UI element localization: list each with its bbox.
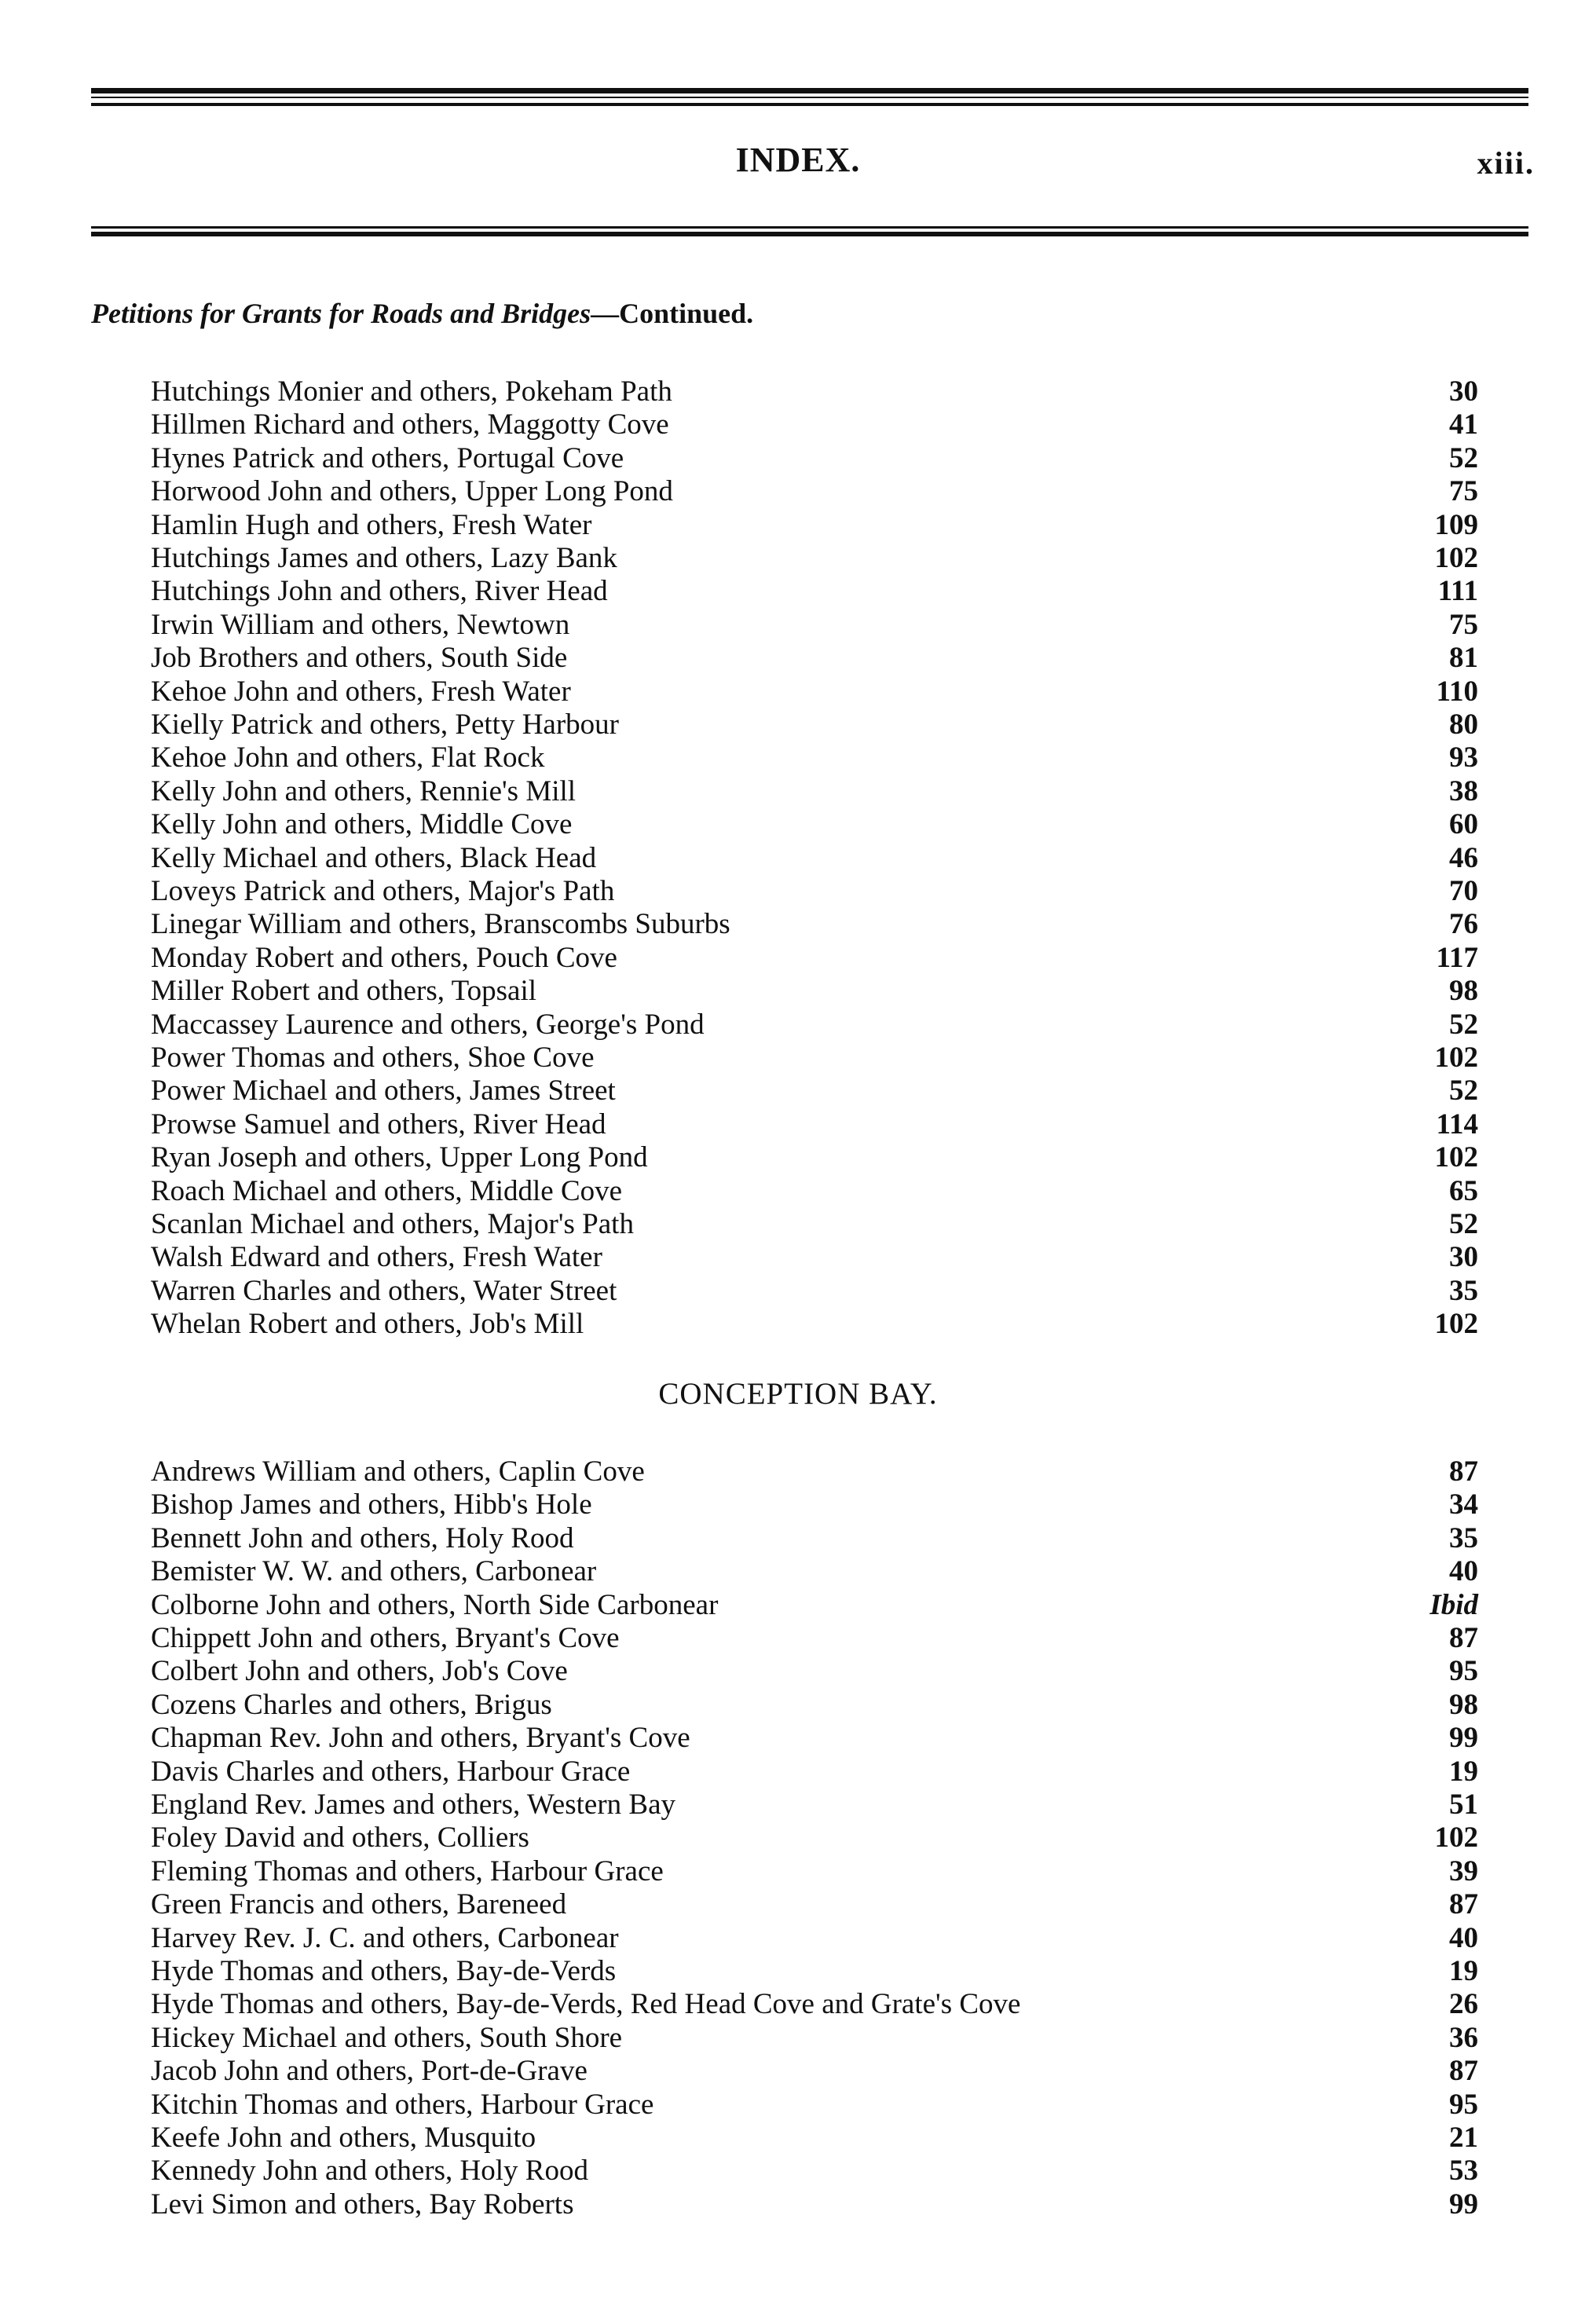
entry-name: Kitchin Thomas and others, Harbour Grace bbox=[151, 2088, 654, 2121]
entry-page-number: 95 bbox=[1449, 1655, 1478, 1688]
entry-page-number: 52 bbox=[1449, 441, 1478, 474]
entry-name: Kehoe John and others, Flat Rock bbox=[151, 741, 545, 774]
entry-name: Monday Robert and others, Pouch Cove bbox=[151, 941, 617, 974]
entry-page-number: 109 bbox=[1434, 508, 1478, 541]
index-entry bbox=[151, 708, 1478, 741]
entry-page-number: 19 bbox=[1449, 1755, 1478, 1788]
index-entry bbox=[151, 574, 1478, 608]
entry-name: Chippett John and others, Bryant's Cove bbox=[151, 1622, 620, 1654]
entry-name: Bishop James and others, Hibb's Hole bbox=[151, 1488, 592, 1521]
section-heading bbox=[91, 297, 753, 330]
index-entry bbox=[151, 541, 1478, 575]
entry-page-number: 52 bbox=[1449, 1075, 1478, 1108]
index-entry bbox=[151, 1141, 1478, 1174]
header-rule bbox=[91, 226, 1528, 229]
entry-page-number: 102 bbox=[1434, 1822, 1478, 1854]
entry-name: Whelan Robert and others, Job's Mill bbox=[151, 1308, 584, 1341]
entry-name: Miller Robert and others, Topsail bbox=[151, 975, 537, 1008]
index-entry bbox=[151, 1688, 1478, 1722]
entry-page-number: 87 bbox=[1449, 2055, 1478, 2088]
entry-page-number: 75 bbox=[1449, 608, 1478, 641]
entry-page-number: 75 bbox=[1449, 475, 1478, 508]
entry-page-number: 102 bbox=[1434, 542, 1478, 574]
entry-page-number: 102 bbox=[1434, 1042, 1478, 1074]
entry-name: England Rev. James and others, Western Bay bbox=[151, 1789, 676, 1821]
entry-page-number: 110 bbox=[1436, 675, 1478, 708]
entry-name: Hickey Michael and others, South Shore bbox=[151, 2021, 623, 2054]
index-entry bbox=[151, 1108, 1478, 1141]
entry-name: Horwood John and others, Upper Long Pond bbox=[151, 475, 673, 508]
entry-page-number: 41 bbox=[1449, 408, 1478, 441]
index-entry bbox=[151, 1455, 1478, 1488]
index-entry bbox=[151, 774, 1478, 808]
entry-page-number: 87 bbox=[1449, 1455, 1478, 1488]
entry-name: Harvey Rev. J. C. and others, Carbonear bbox=[151, 1921, 619, 1954]
index-entry bbox=[151, 474, 1478, 508]
entry-name: Hamlin Hugh and others, Fresh Water bbox=[151, 508, 592, 541]
index-entry bbox=[151, 641, 1478, 675]
entry-name: Hillmen Richard and others, Maggotty Cove bbox=[151, 408, 669, 441]
entry-page-number: 95 bbox=[1449, 2088, 1478, 2121]
entry-name: Chapman Rev. John and others, Bryant's Cove bbox=[151, 1722, 690, 1755]
index-entry bbox=[151, 1207, 1478, 1241]
entry-name: Keefe John and others, Musquito bbox=[151, 2122, 536, 2154]
entry-page-number: 70 bbox=[1449, 875, 1478, 907]
entry-name: Bennett John and others, Holy Rood bbox=[151, 1521, 574, 1554]
entry-name: Colbert John and others, Job's Cove bbox=[151, 1655, 568, 1688]
entry-page-number: 46 bbox=[1449, 841, 1478, 874]
entry-page-number: 80 bbox=[1449, 708, 1478, 741]
entry-page-number: 87 bbox=[1449, 1888, 1478, 1921]
entry-page-number: 30 bbox=[1449, 1241, 1478, 1274]
entry-page-number: 98 bbox=[1449, 1688, 1478, 1721]
entry-name: Cozens Charles and others, Brigus bbox=[151, 1688, 552, 1721]
entry-name: Bemister W. W. and others, Carbonear bbox=[151, 1555, 597, 1588]
entry-page-number: 39 bbox=[1449, 1854, 1478, 1887]
entry-page-number: 60 bbox=[1449, 808, 1478, 841]
entry-page-number: Ibid bbox=[1429, 1588, 1478, 1621]
index-entry bbox=[151, 1240, 1478, 1274]
entry-page-number: 52 bbox=[1449, 1008, 1478, 1041]
entry-page-number: 102 bbox=[1434, 1141, 1478, 1174]
entry-page-number: 99 bbox=[1449, 2188, 1478, 2221]
entry-name: Hutchings Monier and others, Pokeham Path bbox=[151, 375, 672, 408]
entry-name: Foley David and others, Colliers bbox=[151, 1822, 529, 1854]
entry-page-number: 40 bbox=[1449, 1921, 1478, 1954]
entry-page-number: 117 bbox=[1436, 941, 1478, 974]
entry-page-number: 87 bbox=[1449, 1622, 1478, 1654]
index-entry bbox=[151, 1987, 1478, 2021]
entry-name: Prowse Samuel and others, River Head bbox=[151, 1108, 606, 1141]
index-entry bbox=[151, 1307, 1478, 1341]
entry-name: Roach Michael and others, Middle Cove bbox=[151, 1174, 623, 1207]
index-entry bbox=[151, 1274, 1478, 1308]
index-entry bbox=[151, 2088, 1478, 2122]
entry-page-number: 35 bbox=[1449, 1274, 1478, 1307]
entry-name: Walsh Edward and others, Fresh Water bbox=[151, 1241, 602, 1274]
page-title: INDEX. bbox=[735, 141, 861, 179]
entry-name: Linegar William and others, Branscombs Suburbs bbox=[151, 908, 730, 941]
entry-name: Kelly John and others, Rennie's Mill bbox=[151, 774, 577, 807]
entry-name: Colborne John and others, North Side Carbonear bbox=[151, 1588, 719, 1621]
index-entry bbox=[151, 2188, 1478, 2221]
entry-name: Green Francis and others, Bareneed bbox=[151, 1888, 567, 1921]
index-entry bbox=[151, 408, 1478, 441]
entry-name: Irwin William and others, Newtown bbox=[151, 608, 570, 641]
entry-name: Hynes Patrick and others, Portugal Cove bbox=[151, 441, 624, 474]
index-entry bbox=[151, 441, 1478, 475]
index-entry bbox=[151, 2054, 1478, 2088]
index-entry bbox=[151, 841, 1478, 875]
index-entry bbox=[151, 807, 1478, 841]
index-entry bbox=[151, 375, 1478, 408]
top-rule bbox=[91, 97, 1528, 98]
index-entry bbox=[151, 1755, 1478, 1789]
entry-name: Job Brothers and others, South Side bbox=[151, 642, 568, 675]
entry-name: Hyde Thomas and others, Bay-de-Verds, Red Head Cove and Grate's Cove bbox=[151, 1988, 1021, 2021]
index-entry bbox=[151, 1554, 1478, 1588]
index-entry bbox=[151, 974, 1478, 1008]
entry-name: Levi Simon and others, Bay Roberts bbox=[151, 2188, 574, 2221]
entry-name: Scanlan Michael and others, Major's Path bbox=[151, 1208, 634, 1240]
index-entry bbox=[151, 1008, 1478, 1042]
index-entry bbox=[151, 1788, 1478, 1822]
index-entry bbox=[151, 1654, 1478, 1688]
entry-page-number: 34 bbox=[1449, 1488, 1478, 1521]
entry-name: Loveys Patrick and others, Major's Path bbox=[151, 875, 615, 907]
entry-page-number: 35 bbox=[1449, 1521, 1478, 1554]
index-entry bbox=[151, 2121, 1478, 2155]
index-entry bbox=[151, 741, 1478, 774]
index-entry bbox=[151, 1621, 1478, 1655]
page-number: xiii. bbox=[1477, 145, 1535, 181]
entry-page-number: 40 bbox=[1449, 1555, 1478, 1588]
index-entry bbox=[151, 874, 1478, 908]
entry-page-number: 51 bbox=[1449, 1789, 1478, 1821]
entry-name: Kehoe John and others, Fresh Water bbox=[151, 675, 571, 708]
top-rule bbox=[91, 103, 1528, 106]
entry-name: Kelly Michael and others, Black Head bbox=[151, 841, 597, 874]
entry-page-number: 76 bbox=[1449, 908, 1478, 941]
entry-page-number: 81 bbox=[1449, 642, 1478, 675]
entry-name: Jacob John and others, Port-de-Grave bbox=[151, 2055, 588, 2088]
entry-page-number: 19 bbox=[1449, 1955, 1478, 1987]
index-entry bbox=[151, 1588, 1478, 1622]
index-entry bbox=[151, 941, 1478, 975]
index-entry bbox=[151, 675, 1478, 708]
index-entry bbox=[151, 2154, 1478, 2188]
index-entry bbox=[151, 1887, 1478, 1921]
entry-name: Andrews William and others, Caplin Cove bbox=[151, 1455, 645, 1488]
entry-page-number: 111 bbox=[1437, 575, 1478, 608]
entry-page-number: 114 bbox=[1436, 1108, 1478, 1141]
entry-name: Hyde Thomas and others, Bay-de-Verds bbox=[151, 1955, 617, 1987]
index-entry bbox=[151, 1821, 1478, 1854]
entry-page-number: 38 bbox=[1449, 774, 1478, 807]
entry-name: Hutchings John and others, River Head bbox=[151, 575, 608, 608]
index-entry bbox=[151, 1174, 1478, 1208]
entry-page-number: 52 bbox=[1449, 1208, 1478, 1240]
entry-name: Kielly Patrick and others, Petty Harbour bbox=[151, 708, 619, 741]
entry-page-number: 21 bbox=[1449, 2122, 1478, 2154]
entry-name: Fleming Thomas and others, Harbour Grace bbox=[151, 1854, 664, 1887]
entry-name: Maccassey Laurence and others, George's Pond bbox=[151, 1008, 705, 1041]
entry-page-number: 98 bbox=[1449, 975, 1478, 1008]
index-entry bbox=[151, 1488, 1478, 1521]
entry-page-number: 30 bbox=[1449, 375, 1478, 408]
top-rule bbox=[91, 88, 1528, 93]
section-heading-continued: —Continued. bbox=[591, 298, 754, 329]
entry-name: Davis Charles and others, Harbour Grace bbox=[151, 1755, 631, 1788]
entry-name: Kennedy John and others, Holy Rood bbox=[151, 2155, 588, 2188]
section-heading-title: Petitions for Grants for Roads and Bridges bbox=[91, 298, 591, 329]
entry-page-number: 102 bbox=[1434, 1308, 1478, 1341]
entry-name: Ryan Joseph and others, Upper Long Pond bbox=[151, 1141, 648, 1174]
entry-name: Hutchings James and others, Lazy Bank bbox=[151, 542, 617, 574]
header-rule bbox=[91, 232, 1528, 236]
entry-page-number: 36 bbox=[1449, 2021, 1478, 2054]
index-entry bbox=[151, 1721, 1478, 1755]
index-entry bbox=[151, 608, 1478, 642]
index-entry bbox=[151, 1521, 1478, 1555]
entry-page-number: 26 bbox=[1449, 1988, 1478, 2021]
index-entry bbox=[151, 1854, 1478, 1888]
entry-name: Power Michael and others, James Street bbox=[151, 1075, 616, 1108]
entry-page-number: 99 bbox=[1449, 1722, 1478, 1755]
entry-page-number: 93 bbox=[1449, 741, 1478, 774]
index-entry bbox=[151, 2021, 1478, 2055]
index-entry bbox=[151, 907, 1478, 941]
entry-name: Warren Charles and others, Water Street bbox=[151, 1274, 617, 1307]
entry-page-number: 65 bbox=[1449, 1174, 1478, 1207]
index-entry bbox=[151, 1921, 1478, 1955]
index-entry bbox=[151, 1074, 1478, 1108]
entry-page-number: 53 bbox=[1449, 2155, 1478, 2188]
index-entry bbox=[151, 1954, 1478, 1988]
conception-bay-heading: CONCEPTION BAY. bbox=[658, 1377, 938, 1411]
index-entry bbox=[151, 508, 1478, 542]
index-entry bbox=[151, 1041, 1478, 1075]
entry-name: Kelly John and others, Middle Cove bbox=[151, 808, 573, 841]
entry-name: Power Thomas and others, Shoe Cove bbox=[151, 1042, 595, 1074]
